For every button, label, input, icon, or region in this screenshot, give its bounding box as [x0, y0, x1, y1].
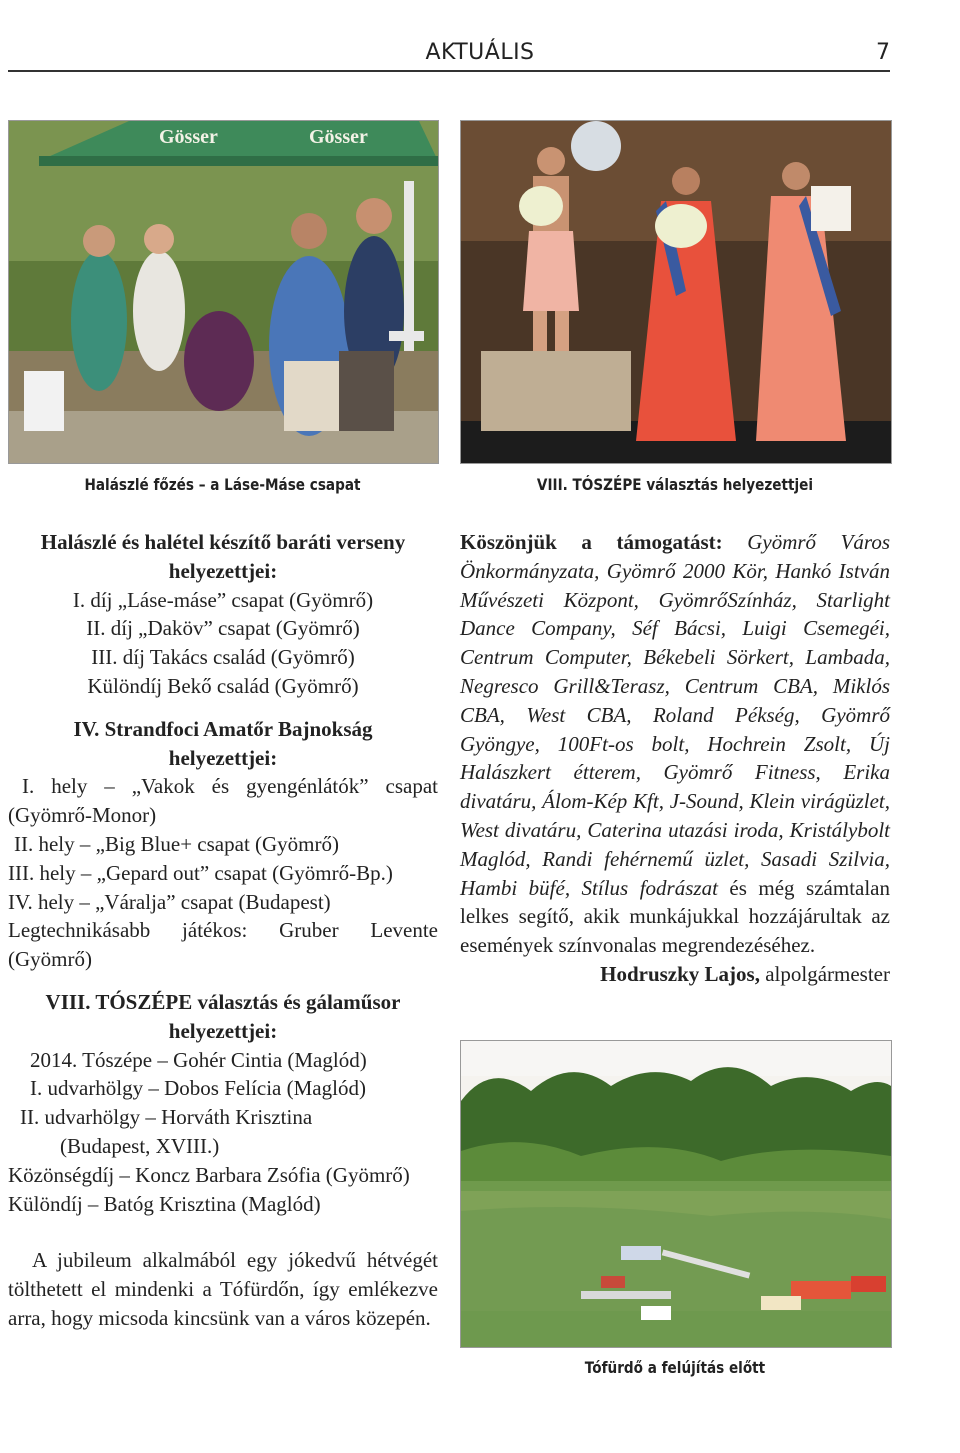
signature-title: alpolgármester	[759, 961, 890, 986]
fish-result: I. díj „Láse-máse” csapat (Gyömrő)	[72, 587, 374, 612]
pageant-subtitle: helyezettjei:	[168, 1018, 278, 1043]
football-result: II. hely – „Big Blue+ csapat (Gyömrő)	[14, 831, 340, 856]
pageant-result: Közönségdíj – Koncz Barbara Zsófia (Gyömrő)	[8, 1162, 410, 1187]
fish-soup-photo	[8, 120, 439, 464]
umbrella-banner: Gösser	[159, 126, 218, 148]
pageant-result: (Budapest, XVIII.)	[60, 1133, 220, 1158]
section-title: AKTUÁLIS	[425, 40, 535, 65]
sponsor-list: Gyömrő Város Önkormányzata, Gyömrő 2000 Kör, Hankó István Művészeti Központ, GyömrőSzínház, Starlight Dance Company, Séf Bácsi, Luigi Csemegéi, Centrum Computer, Békebeli Sörkert, Lambada, Negresco Grill&Terasz, Centrum CBA, Miklós CBA, West CBA, Roland Pékség, Gyömrő Gyöngye, 100Ft-os bolt, Hochrein Zsolt, Új Halászkert étterem, Gyömrő Fitness, Erika divatáru, Álom-Kép Kft, J-Sound, Klein virágüzlet, West divatáru, Caterina utazási iroda, Kristálybolt Maglód, Randi fehérnemű üzlet, Sasadi Szilvia, Hambi büfé, Stílus fodrászat	[460, 530, 890, 900]
pageant-result: 2014. Tószépe – Gohér Cintia (Maglód)	[30, 1047, 367, 1072]
page-number: 7	[876, 40, 890, 65]
right-column	[460, 528, 890, 989]
football-result: III. hely – „Gepard out” csapat (Gyömrő-Bp.)	[8, 860, 393, 885]
pageant-photo	[460, 120, 892, 464]
fish-result: III. díj Takács család (Gyömrő)	[91, 645, 355, 670]
umbrella-banner-2: Gösser	[309, 126, 368, 148]
football-result: IV. hely – „Váralja” csapat (Budapest)	[8, 889, 331, 914]
football-subtitle: helyezettjei:	[168, 745, 278, 770]
fish-soup-caption: Halászlé főzés – a Láse-Máse csapat	[84, 475, 361, 494]
football-title: IV. Strandfoci Amatőr Bajnokság	[73, 716, 373, 741]
signature-name: Hodruszky Lajos,	[600, 961, 760, 986]
football-result: Legtechnikásabb játékos: Gruber Levente (Gyömrő)	[8, 918, 438, 972]
signature	[460, 960, 890, 989]
lake-photo-art	[461, 1041, 891, 1347]
fish-soup-photo-art	[9, 121, 438, 463]
closing-paragraph: A jubileum alkalmából egy jókedvű hétvégét tölthetett el mindenki a Tófürdőn, így emlékezve arra, hogy micsoda kincsünk van a város közepén.	[8, 1248, 438, 1330]
header-rule	[8, 70, 890, 72]
pageant-result: I. udvarhölgy – Dobos Felícia (Maglód)	[30, 1076, 366, 1101]
fish-contest-title: Halászlé és halétel készítő baráti verseny helyezettjei:	[40, 530, 406, 583]
lake-caption: Tófürdő a felújítás előtt	[584, 1358, 766, 1377]
fish-result: Különdíj Bekő család (Gyömrő)	[87, 673, 359, 698]
pageant-title: VIII. TÓSZÉPE választás és gálaműsor	[45, 989, 401, 1014]
thanks-paragraph	[460, 528, 890, 960]
pageant-caption: VIII. TÓSZÉPE választás helyezettjei	[536, 475, 814, 494]
left-column	[8, 528, 438, 1333]
thanks-lead: Köszönjük a támogatást:	[460, 530, 723, 554]
pageant-photo-art	[461, 121, 891, 463]
fish-result: II. díj „Daköv” csapat (Gyömrő)	[86, 616, 360, 641]
football-result: I. hely – „Vakok és gyengénlátók” csapat (Gyömrő-Monor)	[8, 774, 438, 828]
pageant-result: II. udvarhölgy – Horváth Krisztina	[20, 1105, 313, 1130]
lake-photo	[460, 1040, 892, 1348]
pageant-result: Különdíj – Batóg Krisztina (Maglód)	[8, 1191, 321, 1216]
thanks-tail: és még számtalan lelkes segítő, akik munkájukkal hozzájárultak az események színvonalas megrendezéséhez.	[460, 875, 891, 958]
